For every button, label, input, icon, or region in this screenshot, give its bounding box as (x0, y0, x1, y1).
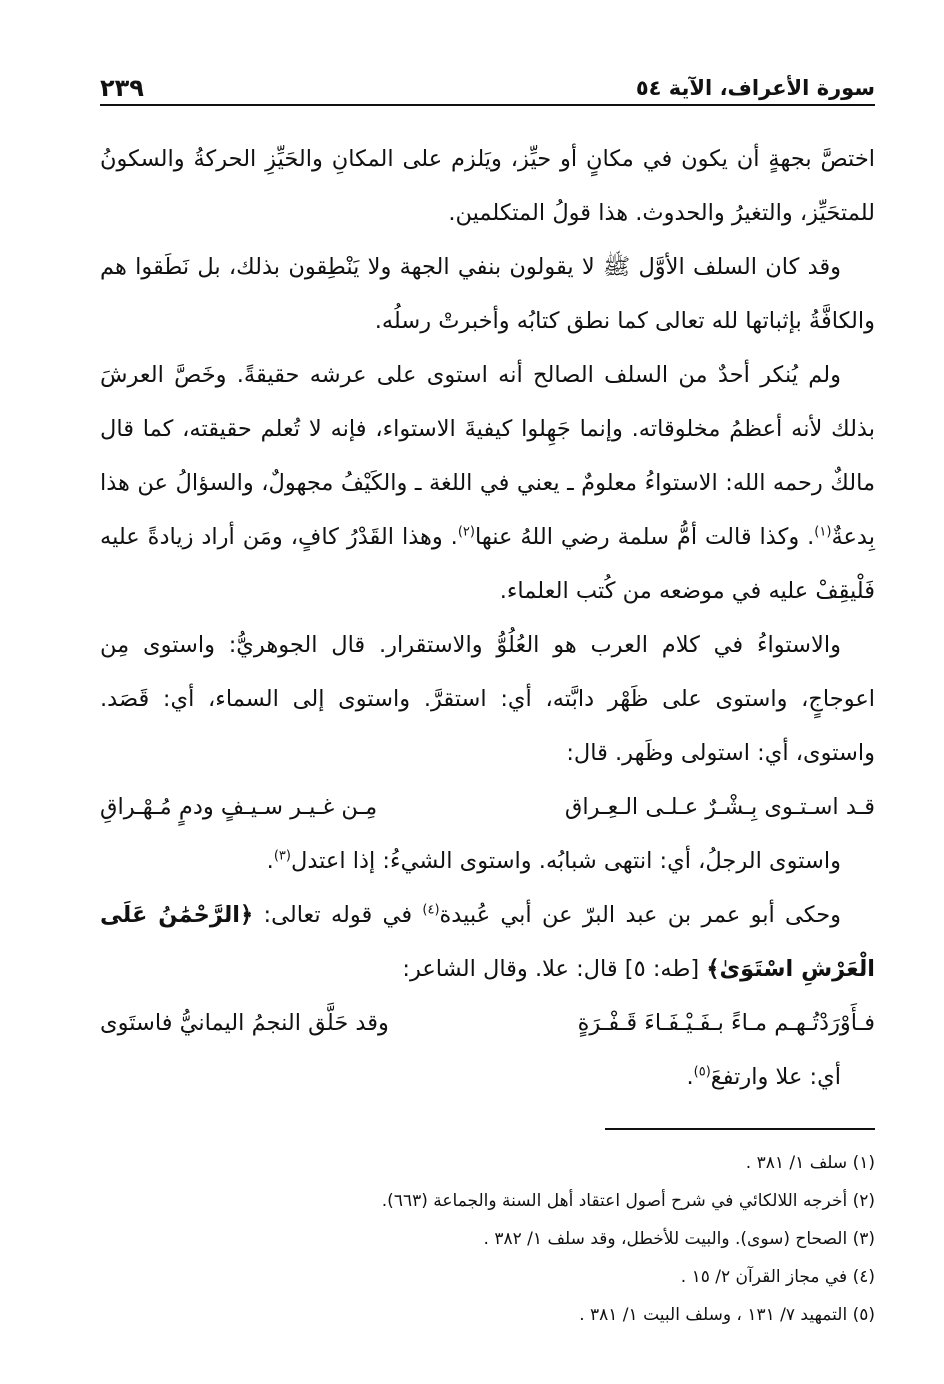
page-number: ٢٣٩ (100, 74, 144, 102)
main-text (100, 132, 875, 1104)
footnote-ref-4[interactable]: (٤) (422, 902, 440, 918)
footnote-separator (605, 1128, 875, 1130)
paragraph-1: اختصَّ بجهةٍ أن يكون في مكانٍ أو حيِّز، ويَلزم على المكانِ والحَيِّزِ الحركةُ والسكونُ للمتحَيِّز، والتغيرُ والحدوث. هذا قولُ المتكلمين. (100, 146, 875, 226)
footnote-4: (٤) في مجاز القرآن ٢/ ١٥ . (680, 1267, 875, 1287)
footnote-separator-wrap (100, 1104, 875, 1130)
poetry-verse-2 (100, 996, 875, 1050)
paragraph-5-end: . (266, 848, 274, 874)
verse-2-first-hemistich: فـأَوْرَدْتُـهـم مـاءً بـفَـيْـفَـاءَ قَـفْـرَةٍ (577, 1010, 875, 1036)
paragraph-5 (100, 834, 875, 888)
paragraph-6-text-c: [طه: ٥] قال: علا. وقال الشاعر: (402, 956, 707, 982)
footnote-ref-5[interactable]: (٥) (693, 1064, 711, 1080)
chapter-title: سورة الأعراف، الآية ٥٤ (635, 76, 875, 100)
paragraph-3-text: ولم يُنكر أحدٌ من السلف الصالح أنه استوى على عرشه حقيقةً. وخَصَّ العرشَ بذلك لأنه أعظمُ مخلوقاته. وإنما جَهِلوا كيفيةَ الاستواء، فإنه لا تُعلم حقيقته، كما قال مالكٌ رحمه الله: الاستواءُ معلومٌ ـ يعني في اللغة ـ والكَيْفُ مجهولٌ، والسؤالُ عن هذا بِدعةٌ (100, 362, 875, 550)
footnote-3: (٣) الصحاح (سوى). والبيت للأخطل، وقد سلف ١/ ٣٨٢ . (483, 1229, 875, 1249)
footnote-1: (١) سلف ١/ ٣٨١ . (745, 1153, 875, 1173)
paragraph-7-text: أي: علا وارتفعَ (710, 1064, 841, 1090)
paragraph-6-text-b: في قوله تعالى: (253, 902, 423, 928)
paragraph-3-text-b: . وكذا قالت أمُّ سلمة رضي اللهُ عنها (474, 524, 815, 550)
footnote-ref-2[interactable]: (٢) (457, 524, 475, 540)
paragraph-3 (100, 348, 875, 618)
quran-verse: ﴿الرَّحْمَٰنُ عَلَى الْعَرْشِ اسْتَوَىٰ﴾ (100, 902, 875, 982)
paragraph-6 (100, 888, 875, 996)
paragraph-6-text: وحكى أبو عمر بن عبد البرّ عن أبي عُبيدة (439, 902, 842, 928)
footnote-2: (٢) أخرجه اللالكائي في شرح أصول اعتقاد أهل السنة والجماعة (٦٦٣). (381, 1191, 875, 1211)
paragraph-5-text: واستوى الرجلُ، أي: انتهى شبابُه. واستوى الشيءُ: إذا اعتدل (290, 848, 841, 874)
paragraph-3-text-c: . وهذا القَدْرُ كافٍ، ومَن أراد زيادةً عليه فَلْيقِفْ عليه في موضعه من كُتب العلماء. (100, 524, 875, 604)
poetry-verse-1 (100, 780, 875, 834)
footnote-ref-3[interactable]: (٣) (273, 848, 291, 864)
running-header (100, 60, 875, 106)
verse-1-first-hemistich: قـد اسـتـوى بِـشْـرٌ عـلـى الـعِـراق (564, 794, 875, 820)
verse-2-second-hemistich: وقد حَلَّق النجمُ اليمانيُّ فاستَوى (100, 1010, 389, 1036)
paragraph-7 (100, 1050, 875, 1104)
paragraph-7-end: . (686, 1064, 694, 1090)
verse-1-second-hemistich: مِـن غـيـر سـيـفٍ ودمٍ مُـهْـراقِ (100, 794, 378, 820)
footnotes (100, 1144, 875, 1334)
paragraph-2: وقد كان السلف الأوَّل ﷺ لا يقولون بنفي الجهة ولا يَنْطِقون بذلك، بل نَطَقوا هم والكافَّةُ بإثباتها لله تعالى كما نطق كتابُه وأخبرتْ رسلُه. (100, 254, 875, 334)
footnote-ref-1[interactable]: (١) (814, 524, 832, 540)
footnote-5: (٥) التمهيد ٧/ ١٣١ ، وسلف البيت ١/ ٣٨١ . (579, 1305, 875, 1325)
book-page (100, 60, 875, 1334)
paragraph-4: والاستواءُ في كلام العرب هو العُلُوُّ والاستقرار. قال الجوهريُّ: واستوى مِن اعوجاجٍ، واستوى على ظَهْر دابَّته، أي: استقرَّ. واستوى إلى السماء، أي: قَصَد. واستوى، أي: استولى وظَهر. قال: (100, 632, 875, 766)
